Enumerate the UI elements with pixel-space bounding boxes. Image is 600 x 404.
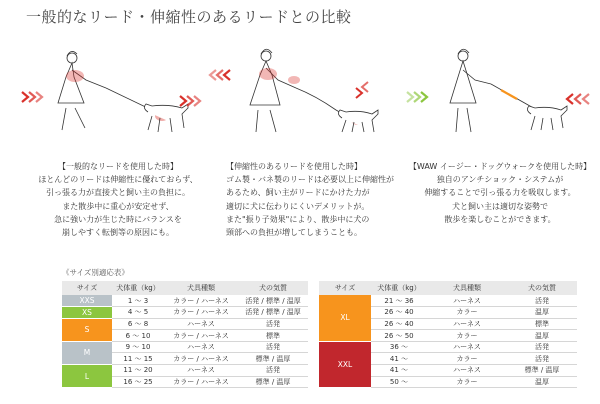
weight-cell: 26 ～ 50	[371, 330, 427, 342]
illustration-elastic-leash	[208, 36, 398, 136]
gear-cell: カラー / ハーネス	[164, 353, 238, 365]
walker-with-waw-leash-illustration	[405, 36, 597, 136]
weight-cell: 6 ～ 8	[112, 318, 164, 330]
description-waw-leash	[408, 160, 592, 226]
table-row	[319, 295, 577, 307]
walker-pulled-by-dog-illustration	[20, 36, 205, 136]
column-header-temperament: 犬の気質	[507, 281, 577, 295]
gear-cell: カラー / ハーネス	[164, 330, 238, 342]
table-row	[62, 318, 308, 330]
page-title: 一般的なリード・伸縮性のあるリードとの比較	[26, 8, 352, 26]
size-table-left	[62, 281, 308, 388]
temperament-cell: 温厚	[507, 376, 577, 388]
gear-cell: ハーネス	[427, 365, 507, 377]
temperament-cell: 標準	[238, 330, 308, 342]
gear-cell: ハーネス	[164, 365, 238, 377]
column-header-gear: 犬具種類	[164, 281, 238, 295]
woman-figure	[58, 51, 106, 130]
temperament-cell: 標準	[507, 318, 577, 330]
column-header-gear: 犬具種類	[427, 281, 507, 295]
temperament-cell: 活発	[507, 295, 577, 307]
woman-figure	[450, 49, 491, 132]
description-line: また散歩中に重心が安定せず、	[62, 201, 174, 211]
size-cell: XXS	[62, 295, 112, 307]
weight-cell: 4 ～ 5	[112, 307, 164, 319]
temperament-cell: 活発 / 標準 / 温厚	[238, 307, 308, 319]
gear-cell: カラー / ハーネス	[164, 307, 238, 319]
description-line: 独自のアンチショック・システムが	[436, 175, 564, 185]
dog-figure	[338, 110, 378, 132]
weight-cell: 1 ～ 3	[112, 295, 164, 307]
temperament-cell: 活発 / 標準 / 温厚	[238, 295, 308, 307]
table-row	[62, 307, 308, 319]
weight-cell: 11 ～ 15	[112, 353, 164, 365]
weight-cell: 36 ～	[371, 341, 427, 353]
table-row	[62, 341, 308, 353]
description-line: 散歩を楽しむことができます。	[444, 214, 556, 224]
description-line: 引っ張る力が直接犬と飼い主の負担に。	[46, 188, 190, 198]
temperament-cell: 標準 / 温厚	[238, 376, 308, 388]
gear-cell: カラー	[427, 353, 507, 365]
size-cell: L	[62, 365, 112, 388]
column-header-weight: 犬体重（kg）	[371, 281, 427, 295]
weight-cell: 11 ～ 20	[112, 365, 164, 377]
gear-cell: ハーネス	[427, 318, 507, 330]
column-header-weight: 犬体重（kg）	[112, 281, 164, 295]
balance-arrows-left	[407, 92, 427, 102]
table-row	[62, 365, 308, 377]
weight-cell: 6 ～ 10	[112, 330, 164, 342]
table-header-row	[62, 281, 308, 295]
column-header-size: サイズ	[62, 281, 112, 295]
gear-cell: カラー	[427, 307, 507, 319]
description-normal-leash	[28, 160, 208, 239]
weight-cell: 16 ～ 25	[112, 376, 164, 388]
gear-cell: カラー	[427, 376, 507, 388]
description-line: 適切に犬に伝わりにくいデメリットが。	[226, 201, 370, 211]
gear-cell: ハーネス	[164, 341, 238, 353]
column-header-temperament: 犬の気質	[238, 281, 308, 295]
description-line: 犬と飼い主は適切な姿勢で	[452, 201, 548, 211]
table-body	[319, 295, 577, 388]
size-table-right	[319, 281, 577, 388]
column-header-size: サイズ	[319, 281, 371, 295]
description-line: あるため、飼い主がリードにかけた力が	[226, 188, 370, 198]
temperament-cell: 活発	[507, 353, 577, 365]
table-body	[62, 295, 308, 388]
temperament-cell: 活発	[238, 341, 308, 353]
dog-figure	[527, 106, 567, 130]
size-cell: XXL	[319, 341, 371, 387]
weight-cell: 21 ～ 36	[371, 295, 427, 307]
woman-figure	[250, 49, 296, 132]
temperament-cell: 標準 / 温厚	[507, 365, 577, 377]
description-line: 伸縮することで引っ張る力を吸収します。	[424, 188, 576, 198]
weight-cell: 41 ～	[371, 365, 427, 377]
pull-arrows-left	[210, 70, 230, 80]
description-line: 頸部への負担が増してしまうことも。	[226, 228, 362, 238]
table-header-row	[319, 281, 577, 295]
illustration-waw-leash	[405, 36, 597, 136]
description-line: ゴム製・バネ製のリードは必要以上に伸縮性が	[226, 175, 394, 185]
description-line: 急に強い力が生じた時にバランスを	[54, 214, 182, 224]
gear-cell: ハーネス	[427, 295, 507, 307]
size-cell: M	[62, 341, 112, 364]
temperament-cell: 活発	[238, 365, 308, 377]
size-cell: XL	[319, 295, 371, 341]
gear-cell: カラー / ハーネス	[164, 376, 238, 388]
table-row	[62, 295, 308, 307]
weight-cell: 41 ～	[371, 353, 427, 365]
description-elastic-leash	[214, 160, 404, 239]
temperament-cell: 活発	[238, 318, 308, 330]
walker-with-elastic-leash-illustration	[208, 36, 398, 136]
dog-figure	[144, 104, 188, 132]
pull-arrows-left	[22, 92, 42, 102]
weight-cell: 50 ～	[371, 376, 427, 388]
weight-cell: 26 ～ 40	[371, 307, 427, 319]
temperament-cell: 温厚	[507, 330, 577, 342]
description-line: ほとんどのリードは伸縮性に優れておらず、	[38, 175, 198, 185]
description-line: 崩しやすく転倒等の原因にも。	[62, 228, 174, 238]
weight-cell: 9 ～ 10	[112, 341, 164, 353]
temperament-cell: 活発	[507, 341, 577, 353]
weight-cell: 26 ～ 40	[371, 318, 427, 330]
description-heading: 【一般的なリードを使用した時】	[58, 162, 178, 171]
illustration-normal-leash	[20, 36, 205, 136]
size-cell: XS	[62, 307, 112, 319]
size-cell: S	[62, 318, 112, 341]
temperament-cell: 標準 / 温厚	[238, 353, 308, 365]
description-line: また"振り子効果"により、散歩中に犬の	[226, 214, 370, 224]
description-heading: 【伸縮性のあるリードを使用した時】	[226, 162, 362, 171]
temperament-cell: 温厚	[507, 307, 577, 319]
size-table-title: 《サイズ別適応表》	[62, 268, 129, 277]
gear-cell: カラー / ハーネス	[164, 295, 238, 307]
pull-arrows-right	[567, 94, 589, 104]
gear-cell: カラー	[427, 330, 507, 342]
pull-arrows-right	[356, 82, 368, 98]
pull-arrows-right	[180, 96, 200, 106]
description-heading: 【WAW イージー・ドッグウォークを使用した時】	[408, 162, 592, 171]
table-row	[319, 341, 577, 353]
gear-cell: ハーネス	[427, 341, 507, 353]
gear-cell: ハーネス	[164, 318, 238, 330]
